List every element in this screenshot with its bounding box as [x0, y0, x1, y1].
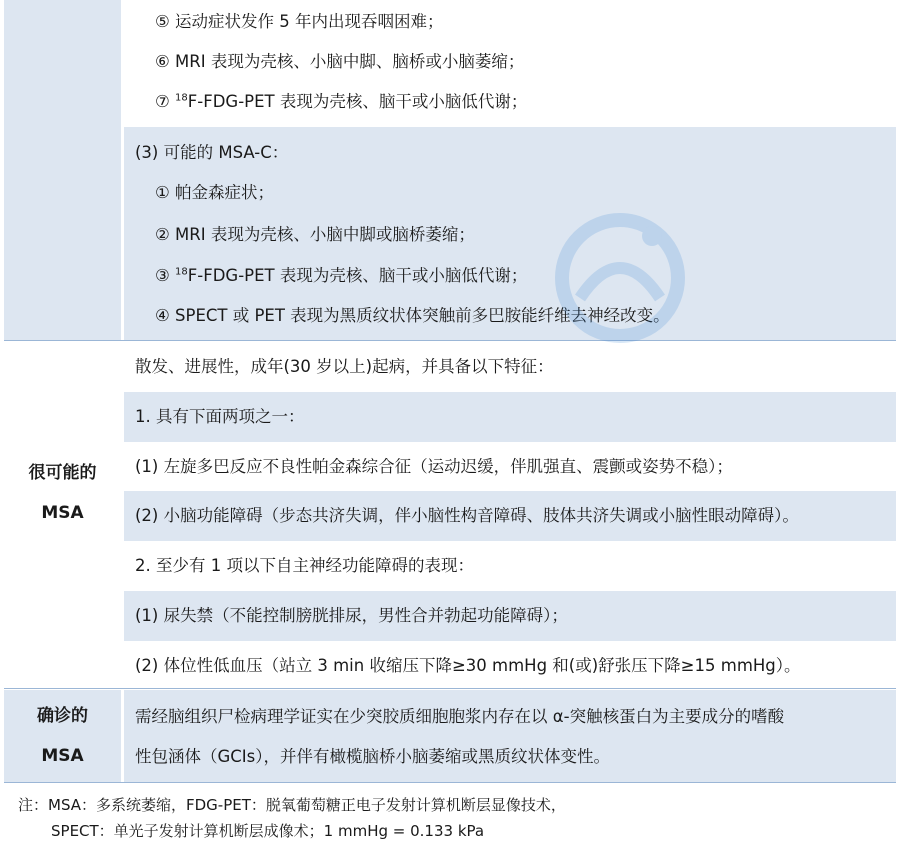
- left-column-top: [4, 0, 121, 340]
- band-group2-item1: [124, 591, 896, 641]
- possible-item-3-text: F-FDG-PET 表现为壳核、脑干或小脑低代谢；: [187, 266, 528, 285]
- band-group2-item2: [124, 641, 896, 688]
- possible-item-1: ① 帕金森症状；: [155, 183, 275, 202]
- definite-label-line2: MSA: [41, 746, 84, 766]
- definite-line-1: 需经脑组织尸检病理学证实在少突胶质细胞胞浆内存在以 α-突触核蛋白为主要成分的嗜酸: [135, 707, 785, 726]
- band-possible-msa-c: [124, 127, 896, 340]
- possible-item-2: ② MRI 表现为壳核、小脑中脚或脑桥萎缩；: [155, 225, 475, 244]
- criteria-item-5: ⑤ 运动症状发作 5 年内出现吞咽困难；: [155, 12, 444, 31]
- probable-label-line1: 很可能的: [28, 463, 97, 483]
- criteria-item-7-sup: 18: [175, 92, 188, 104]
- possible-msa-c-header: (3) 可能的 MSA-C：: [135, 143, 289, 162]
- group2-item-2: (2) 体位性低血压（站立 3 min 收缩压下降≥30 mmHg 和(或)舒张压下降≥15 mmHg）。: [135, 656, 801, 675]
- table-bottom-rule: [4, 782, 896, 783]
- footnote-line-1: 注：MSA：多系统萎缩，FDG-PET：脱氧葡萄糖正电子发射计算机断层显像技术，: [18, 796, 566, 814]
- definite-label-line1: 确诊的: [37, 706, 88, 726]
- possible-item-3-sup: 18: [175, 266, 188, 278]
- criteria-item-7: [155, 91, 527, 113]
- section-divider: [4, 688, 896, 689]
- group2-item-1: (1) 尿失禁（不能控制膀胱排尿，男性合并勃起功能障碍）；: [135, 606, 568, 625]
- footnote-line-2: SPECT：单光子发射计算机断层成像术；1 mmHg = 0.133 kPa: [51, 822, 485, 840]
- left-column-probable: [4, 342, 121, 688]
- possible-item-4: ④ SPECT 或 PET 表现为黑质纹状体突触前多巴胺能纤维去神经改变。: [155, 306, 670, 325]
- band-group1-item2: [124, 491, 896, 541]
- possible-item-3-prefix: ③: [155, 266, 176, 285]
- probable-label-line2: MSA: [41, 503, 84, 523]
- band-group1-header: [124, 392, 896, 442]
- group1-header: 1. 具有下面两项之一：: [135, 407, 305, 426]
- criteria-item-7-text: F-FDG-PET 表现为壳核、脑干或小脑低代谢；: [187, 92, 528, 111]
- band-group1-item1: [124, 442, 896, 491]
- band-probable-intro: [124, 342, 896, 392]
- left-column-definite: [4, 690, 121, 782]
- group1-item-2: (2) 小脑功能障碍（步态共济失调，伴小脑性构音障碍、肢体共济失调或小脑性眼动障碍）。: [135, 506, 799, 525]
- group1-item-1: (1) 左旋多巴反应不良性帕金森综合征（运动迟缓，伴肌强直、震颤或姿势不稳）；: [135, 457, 733, 476]
- band-definite: [124, 690, 896, 782]
- group2-header: 2. 至少有 1 项以下自主神经功能障碍的表现：: [135, 556, 474, 575]
- band-msa-c-continued: [124, 0, 896, 127]
- probable-intro: 散发、进展性，成年(30 岁以上)起病，并具备以下特征：: [135, 357, 554, 376]
- possible-item-3: [155, 265, 527, 287]
- criteria-item-7-prefix: ⑦: [155, 92, 176, 111]
- band-group2-header: [124, 541, 896, 591]
- criteria-item-6: ⑥ MRI 表现为壳核、小脑中脚、脑桥或小脑萎缩；: [155, 52, 525, 71]
- section-divider: [4, 340, 896, 341]
- definite-line-2: 性包涵体（GCIs），并伴有橄榄脑桥小脑萎缩或黑质纹状体变性。: [135, 747, 611, 766]
